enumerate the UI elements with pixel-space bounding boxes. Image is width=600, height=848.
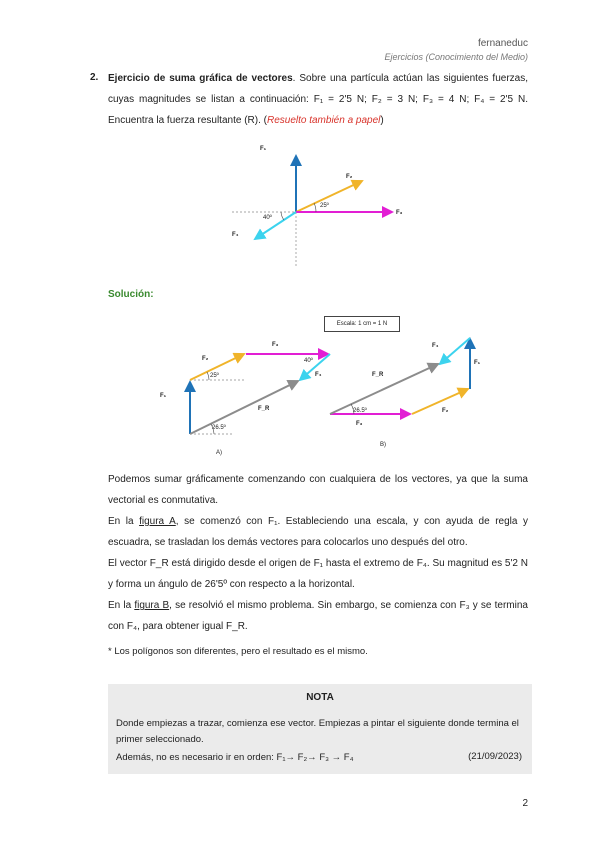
figure-b [330, 338, 470, 414]
top-label-f3: F₃ [396, 210, 403, 216]
p2-pre: En la [108, 516, 140, 527]
a-angle-40: 40º [304, 358, 313, 364]
nota-title: NOTA [306, 692, 334, 703]
exercise-intro: . Sobre una partícula actúan las siguientes fuerzas, cuyas magnitudes se listan a continuación: F₁ = 2'5 N; F₂ = 3 N; F₃ = 4 N; F₄ = 2'5 N. Encuentra la fuerza resultante (R). ( [108, 73, 528, 126]
top-label-f1: F₁ [260, 146, 267, 152]
top-f2-vector [296, 181, 362, 212]
paragraph-figure-b [108, 595, 528, 637]
exercise-title: Ejercicio de suma gráfica de vectores [108, 73, 293, 84]
figure-a-caption: A) [216, 450, 222, 456]
b-label-fr: F_R [372, 372, 384, 378]
a-label-f3: F₃ [272, 342, 279, 348]
b-f4-vector [440, 338, 470, 364]
a-label-fr: F_R [258, 406, 270, 412]
b-label-f3: F₃ [356, 421, 363, 427]
figure-b-link: figura B [134, 600, 170, 611]
paragraph-commutative: Podemos sumar gráficamente comenzando con cualquiera de los vectores, ya que la suma vectorial es conmutativa. [108, 474, 528, 506]
header-author: fernaneduc [477, 38, 528, 49]
footnote: * Los polígonos son diferentes, pero el resultado es el mismo. [108, 646, 368, 657]
top-f4-vector [255, 212, 296, 239]
b-label-f1: F₁ [474, 360, 481, 366]
paragraph-resultant: El vector F_R está dirigido desde el origen de F₁ hasta el extremo de F₄. Su magnitud es 5'2 N y forma un ángulo de 26'5º con respecto a la horizontal. [108, 558, 528, 590]
top-angle-25: 25º [320, 203, 329, 209]
figure-a [190, 354, 330, 434]
p4-post: , se resolvió el mismo problema. Sin embargo, se comienza con F₃ y se termina con F₄, para obtener igual F_R. [108, 600, 528, 632]
top-figure [232, 156, 392, 268]
a-angle-265: 26.5º [212, 425, 226, 431]
a-label-f4: F₄ [315, 372, 322, 378]
b-fr-vector [330, 364, 438, 414]
a-angle-25: 25º [210, 373, 219, 379]
top-label-f4: F₄ [232, 232, 239, 238]
paragraph-figure-a [108, 511, 528, 553]
figure-b-caption: B) [380, 442, 386, 448]
p4-pre: En la [108, 600, 135, 611]
a-label-f2: F₂ [202, 356, 209, 362]
b-angle-265: 26.5º [353, 408, 367, 414]
figure-a-link: figura A [139, 516, 176, 527]
exercise-close: ) [380, 115, 384, 126]
top-angle-40: 40º [263, 215, 272, 221]
header-subtitle: Ejercicios (Conocimiento del Medio) [384, 52, 528, 62]
nota-box [108, 684, 532, 774]
solution-label: Solución: [108, 289, 154, 300]
a-fr-vector [190, 381, 298, 434]
page-number: 2 [522, 798, 528, 809]
scale-box: Escala: 1 cm = 1 N [324, 316, 400, 332]
b-f2-vector [412, 389, 468, 414]
nota-date: (21/09/2023) [468, 751, 522, 762]
exercise-red-note: Resuelto también a papel [266, 115, 381, 126]
nota-line2: Además, no es necesario ir en orden: F₁→ F₂→ F₃ → F₄ [116, 752, 354, 763]
p2-post: , se comenzó con F₁. Estableciendo una escala, y con ayuda de regla y escuadra, se trasladan los demás vectores para colocarlos uno después del otro. [108, 516, 528, 548]
exercise-number: 2. [90, 72, 99, 83]
a-label-f1: F₁ [160, 393, 167, 399]
b-label-f2: F₂ [442, 408, 449, 414]
b-label-f4: F₄ [432, 343, 439, 349]
top-label-f2: F₂ [346, 174, 353, 180]
nota-line1: Donde empiezas a trazar, comienza ese vector. Empiezas a pintar el siguiente donde termina el primer seleccionado. [116, 718, 519, 745]
